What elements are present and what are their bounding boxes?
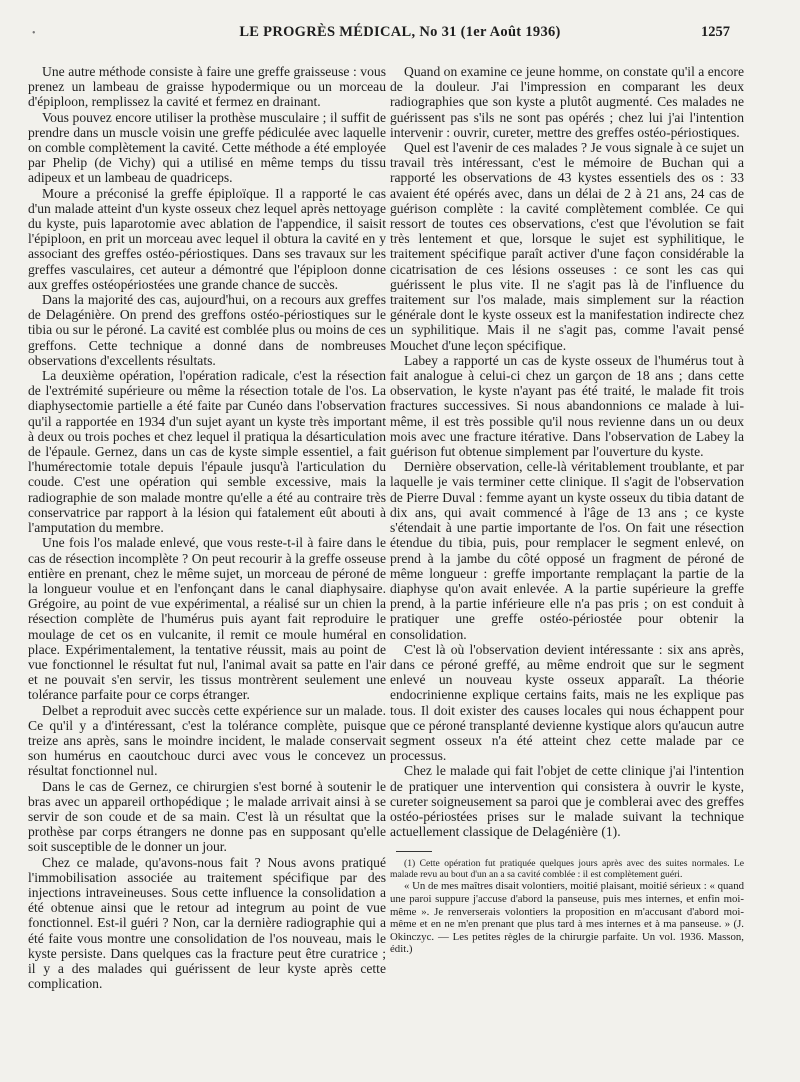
paragraph: Quand on examine ce jeune homme, on constate qu'il a encore de la douleur. J'ai l'impression en comparant les deux radiographies que son kyste a plutôt augmenté. Ces malades ne guérissent pas s'ils ne sont pas opérés ; chez lui j'ai l'intention intervenir : ouvrir, cureter, mettre des greffes ostéo-périostiques. [390,64,744,140]
paragraph: Delbet a reproduit avec succès cette expérience sur un malade. Ce qu'il y a d'intéressant, c'est la tolérance complète, puisque treize ans après, sans le moindre incident, le malade conservait son humérus en caoutchouc durci avec vous le concevez un résultat fonctionnel nul. [28,702,386,779]
journal-title: LE PROGRÈS MÉDICAL, No 31 (1er Août 1936) [239,24,561,40]
page-header [0,18,800,44]
paragraph: Quel est l'avenir de ces malades ? Je vous signale à ce sujet un travail très intéressant, c'est le mémoire de Buchan qui a rapporté les observations de 43 kystes essentiels des os : 33 avaient été opérés avec, dans un délai de 2 à 21 ans, 24 cas de guérison complète : la cavité complètement comblée. Ce qui ressort de toutes ces observations, c'est que l'évolution se fait très lentement et que, lorsque le sujet est syphilitique, le traitement spécifique paraît activer d'une façon considérable la cicatrisation de ces lésions osseuses : ce sont les cas qui guérissent le plus vite. Il ne s'agit pas là de l'influence du traitement sur l'os malade, mais simplement sur la réaction générale dont le kyste osseux est la manifestation indirecte chez un syphilitique. Mais il ne s'agit pas, comme l'avait pensé Mouchet d'une leçon spécifique. [390,140,744,353]
paragraph: Chez ce malade, qu'avons-nous fait ? Nous avons pratiqué l'immobilisation associée au traitement spécifique par des injections intraveineuses. Sous cette influence la consolidation a été obtenue ainsi que le retour ad integrum au point de vue fonctionnel. Est-il guéri ? Non, car la dernière radiographie qui a été faite vous montre une consolidation de l'os nouveau, mais le kyste persiste. Dans quelques cas la fracture peut être curatrice ; il y a des malades qui guérissent de leur kyste après cette complication. [28,854,386,992]
paragraph: Labey a rapporté un cas de kyste osseux de l'humérus tout à fait analogue à celui-ci chez un garçon de 18 ans ; dans cette observation, le kyste n'ayant pas été traité, le malade fit trois fractures successives. Si nous abandonnions ce malade à lui-même, il est très possible qu'il nous revienne dans un ou deux mois avec une fracture itérative. Dans l'observation de Labey la guérison fut obtenue simplement par l'ouverture du kyste. [390,352,744,460]
paragraph: C'est là où l'observation devient intéressante : six ans après, dans ce péroné greffé, au même endroit que sur le segment enlevé un nouveau kyste osseux apparaît. La théorie endocrinienne explique certains faits, mais ne les explique pas tous. Il doit exister des causes locales qui nous échappent pour que ce péroné transplanté devienne kystique alors qu'aucun autre segment osseux n'a été atteint chez cette malade par ce processus. [390,641,744,764]
footnote-divider [396,851,432,852]
paragraph: Vous pouvez encore utiliser la prothèse musculaire ; il suffit de prendre dans un muscle voisin une greffe pédiculée avec laquelle on comble complètement la cavité. Cette méthode a été employée par Phelip (de Vichy) qui a utilisé en même temps du tissu adipeux et un lambeau de quadriceps. [28,109,386,186]
page-number: 1257 [701,24,730,40]
page-mark: • [32,28,36,39]
footnote: (1) Cette opération fut pratiquée quelques jours après avec des suites normales. Le malade revu au bout d'un an a sa cavité comblée : il est complètement guéri. [390,858,744,881]
paragraph: Moure a préconisé la greffe épiploïque. Il a rapporté le cas d'un malade atteint d'un kyste osseux chez lequel après nettoyage du kyste, puis laparotomie avec ablation de l'appendice, il saisit l'épiploon, en prit un morceau avec lequel il obtura la cavité en y associant des greffes ostéo-périostiques. Dans ses travaux sur les greffes vasculaires, cet auteur a démontré que l'épiploon donne aux greffes ostéopériostées une grande chance de succès. [28,185,386,292]
paragraph: Chez le malade qui fait l'objet de cette clinique j'ai l'intention de pratiquer une intervention qui consistera à ouvrir le kyste, cureter soigneusement sa paroi que je comblerai avec des greffes ostéo-périostées prises sur le malade suivant la technique actuellement classique de Delagénière (1). [390,763,744,840]
paragraph: Une autre méthode consiste à faire une greffe graisseuse : vous prenez un lambeau de graisse hypodermique ou un morceau d'épiploon, remplissez la cavité et fermez en drainant. [28,64,386,110]
paragraph: Dernière observation, celle-là véritablement troublante, et par laquelle je vais terminer cette clinique. Il s'agit de l'observation de Pierre Duval : femme ayant un kyste osseux du tibia datant de dix ans, qui avait commencé à l'âge de 13 ans ; ce kyste s'étendait à une partie importante de l'os. On fait une résection étendue du tibia, puis, pour remplacer le segment enlevé, on prend à la jambe du côté opposé un fragment de péroné de même longueur : greffe importante remplaçant la partie de la diaphyse qu'on avait enlevée. A la partie supérieure la greffe prend, à la partie inférieure elle n'a pas pris ; on est conduit à pratiquer une greffe ostéo-périostée pour obtenir la consolidation. [390,459,744,642]
right-column [390,64,744,956]
paragraph: Une fois l'os malade enlevé, que vous reste-t-il à faire dans le cas de résection incomplète ? On peut recourir à la greffe osseuse entière en prenant, chez le même sujet, un morceau de péroné de la longueur voulue et en l'enfonçant dans le canal diaphysaire. Grégoire, au point de vue expérimental, a réalisé sur un chien la résection complète de l'humérus puis ayant fait reproduire le moulage de cet os en vulcanite, il remit ce moule huméral en place. Expérimentalement, la tentative réussit, mais au point de vue fonctionnel le résultat fut nul, l'animal avait sa patte en l'air et ne pouvait s'en servir, les tissus montrèrent seulement une tolérance parfaite pour ce corps étranger. [28,535,386,703]
paragraph: Dans la majorité des cas, aujourd'hui, on a recours aux greffes de Delagénière. On prend des greffons ostéo-périostiques sur le tibia ou sur le péroné. La cavité est comblée plus ou moins de ces greffons. Cette technique a donné dans de nombreuses observations d'excellents résultats. [28,292,386,368]
boxed-quote: « Un de mes maîtres disait volontiers, moitié plaisant, moitié sérieux : « quand une paroi suppure j'accuse d'abord la panseuse, puis mes internes, et enfin moi-même ». Je renverserais volontiers la proposition en m'accusant d'abord moi-même et en ne m'en prenant que plus tard à mes internes et à ma panseuse. » (J. Okinczyc. — Les petites règles de la chirurgie parfaite. Un vol. 1936. Masson, édit.) [390,880,744,956]
paragraph: Dans le cas de Gernez, ce chirurgien s'est borné à soutenir le bras avec un appareil orthopédique ; le malade arrivait ainsi à se servir de son coude et de sa main. C'est là un résultat que la prothèse par corps étrangers ne donne pas en supposant qu'elle soit susceptible de le donner un jour. [28,778,386,855]
left-column [28,64,386,991]
paragraph: La deuxième opération, l'opération radicale, c'est la résection de l'extrémité supérieure ou même la résection totale de l'os. La diaphysectomie partielle a été faite par Cunéo dans l'observation qu'il a rapportée en 1934 d'un sujet ayant un kyste très important à deux ou trois poches et chez lequel il pratiqua la désarticulation de l'épaule. Gernez, dans un cas de kyste simple essentiel, a fait l'humérectomie totale depuis l'épaule jusqu'à l'articulation du coude. C'est une opération qui semble excessive, mais la radiographie de son malade montre qu'elle a été au contraire très conservatrice par rapport à la lésion qui fatalement eût abouti à l'amputation du membre. [28,368,386,536]
